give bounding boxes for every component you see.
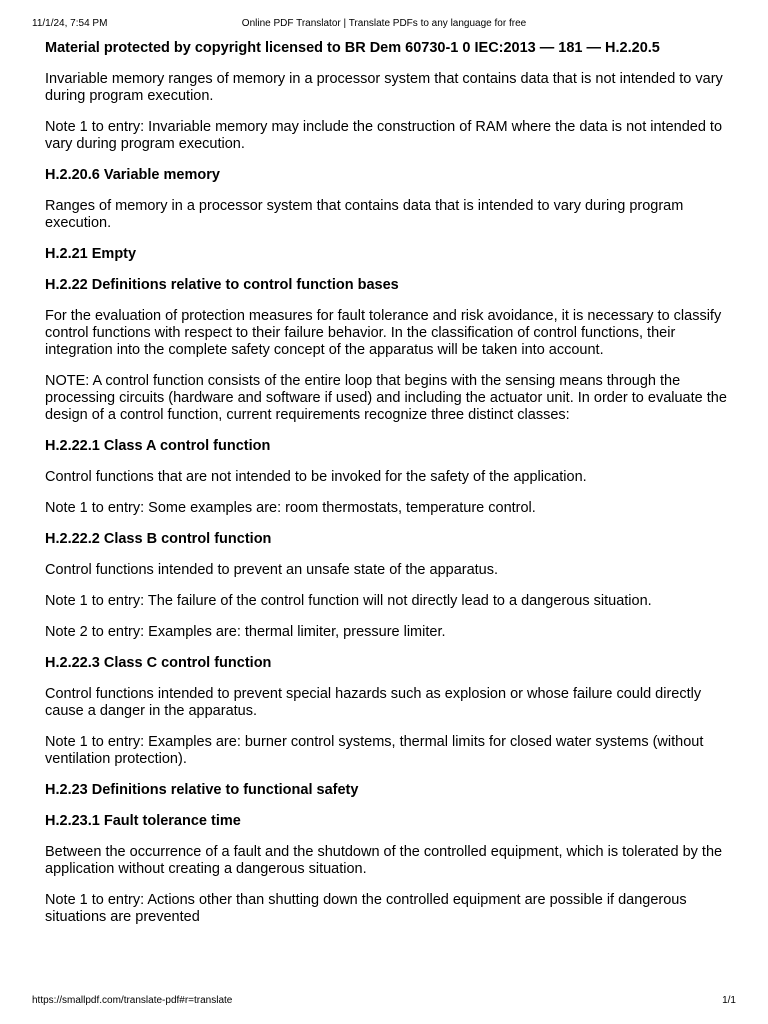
paragraph: Invariable memory ranges of memory in a processor system that contains data that is not intended to vary during program execution. xyxy=(45,71,723,104)
print-datetime: 11/1/24, 7:54 PM xyxy=(32,18,108,29)
paragraph: Control functions intended to prevent special hazards such as explosion or whose failure could directly cause a danger in the apparatus. xyxy=(45,686,702,719)
section-heading: H.2.22.1 Class A control function xyxy=(45,438,271,454)
note-paragraph: Note 1 to entry: Some examples are: room thermostats, temperature control. xyxy=(45,500,536,516)
note-paragraph: Note 1 to entry: Actions other than shutting down the controlled equipment are possible if dangerous situations are prevented xyxy=(45,892,687,925)
section-heading: H.2.21 Empty xyxy=(45,246,137,262)
note-paragraph: Note 2 to entry: Examples are: thermal limiter, pressure limiter. xyxy=(45,624,446,640)
note-paragraph: Note 1 to entry: Invariable memory may include the construction of RAM where the data is not intended to vary during program execution. xyxy=(45,119,723,152)
paragraph: Control functions that are not intended to be invoked for the safety of the application. xyxy=(45,469,587,485)
print-url: https://smallpdf.com/translate-pdf#r=translate xyxy=(32,995,233,1006)
paragraph: Ranges of memory in a processor system that contains data that is intended to vary during program execution. xyxy=(45,198,684,231)
section-heading: H.2.20.6 Variable memory xyxy=(45,167,220,183)
print-footer xyxy=(32,994,736,1008)
page-number: 1/1 xyxy=(722,995,736,1006)
paragraph: For the evaluation of protection measures for fault tolerance and risk avoidance, it is necessary to classify control functions with respect to their failure behavior. In the classification of control functions, their integration into the complete safety concept of the apparatus will be taken into account. xyxy=(45,308,722,358)
paragraph: Between the occurrence of a fault and the shutdown of the controlled equipment, which is tolerated by the application without creating a dangerous situation. xyxy=(45,844,723,877)
note-paragraph: Note 1 to entry: The failure of the control function will not directly lead to a dangerous situation. xyxy=(45,593,652,609)
print-header xyxy=(32,17,736,31)
section-heading: H.2.23.1 Fault tolerance time xyxy=(45,813,241,829)
section-heading: H.2.22.3 Class C control function xyxy=(45,655,272,671)
note-paragraph: Note 1 to entry: Examples are: burner control systems, thermal limits for closed water systems (without ventilation protection). xyxy=(45,734,704,767)
section-heading: Material protected by copyright licensed to BR Dem 60730-1 0 IEC:2013 — 181 — H.2.20.5 xyxy=(45,40,660,56)
section-heading: H.2.22.2 Class B control function xyxy=(45,531,272,547)
section-heading: H.2.23 Definitions relative to functional safety xyxy=(45,782,359,798)
print-page-title: Online PDF Translator | Translate PDFs to any language for free xyxy=(241,18,527,29)
document-body xyxy=(45,40,735,940)
note-paragraph: NOTE: A control function consists of the entire loop that begins with the sensing means through the processing circuits (hardware and software if used) and including the actuator unit. In order to evaluate the design of a control function, current requirements recognize three distinct classes: xyxy=(45,373,727,423)
section-heading: H.2.22 Definitions relative to control function bases xyxy=(45,277,399,293)
paragraph: Control functions intended to prevent an unsafe state of the apparatus. xyxy=(45,562,499,578)
